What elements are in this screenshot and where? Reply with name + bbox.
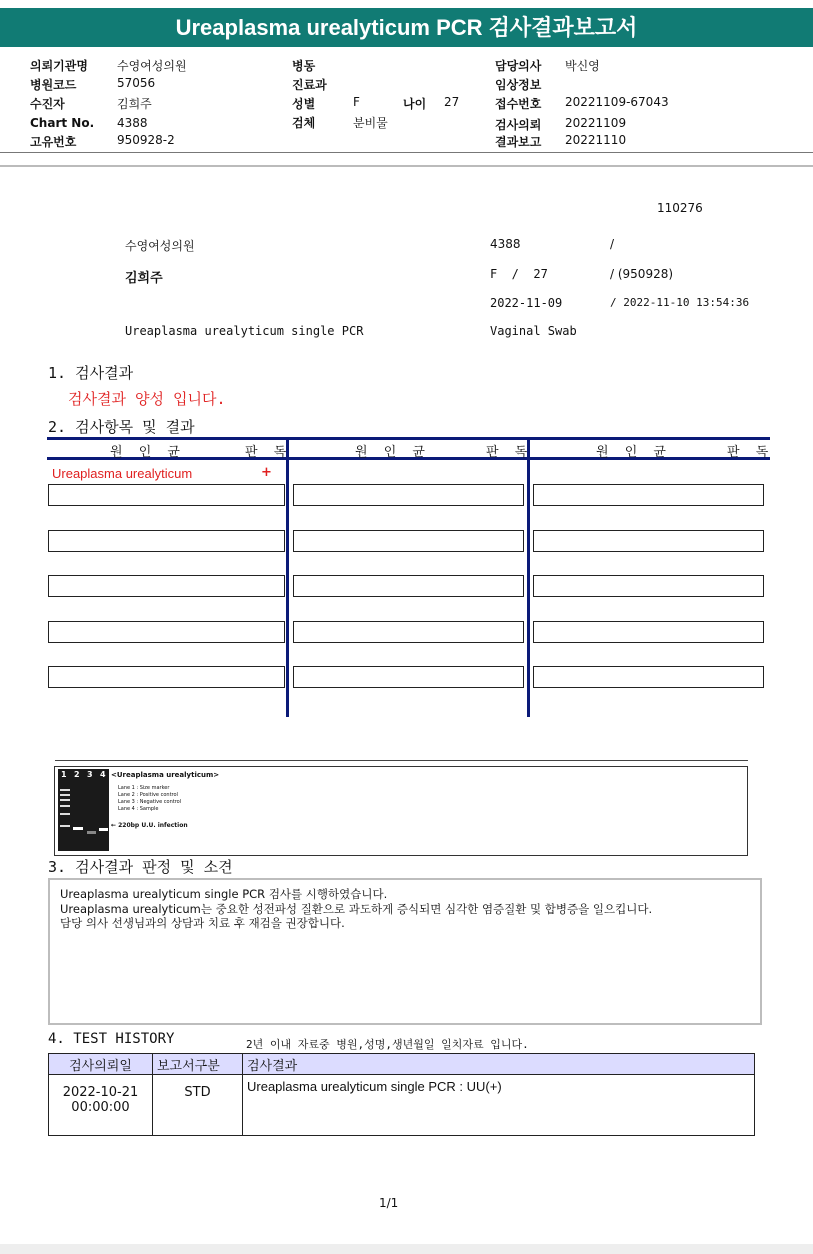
label-patient: 수진자	[30, 97, 65, 111]
history-time: 00:00:00	[71, 1100, 130, 1115]
header-divider-2	[0, 165, 813, 167]
gel-lane-1: 1	[61, 770, 67, 779]
table-row	[49, 1075, 755, 1136]
summary-specimen: Vaginal Swab	[490, 324, 577, 338]
gel-lane-4: 4	[100, 770, 106, 779]
opinion-line: Ureaplasma urealyticum single PCR 검사를 시행하였습니다.	[60, 887, 388, 901]
history-header-result: 검사결과	[243, 1054, 755, 1075]
positive-result: 검사결과 양성 입니다.	[68, 390, 226, 408]
value-age: 27	[444, 95, 460, 109]
label-report-date: 결과보고	[495, 135, 542, 149]
value-chart-no: 4388	[117, 116, 148, 130]
summary-patient: 김희주	[125, 271, 163, 286]
value-receipt-no: 20221109-67043	[565, 95, 669, 109]
result-box	[48, 621, 285, 643]
col-header-organism-3: 원 인 균	[596, 445, 672, 460]
opinion-line: Ureaplasma urealyticum는 중요한 성전파성 질환으로 과도하게 증식되면 심각한 염증질환 및 합병증을 일으킵니다.	[60, 901, 653, 916]
history-date: 2022-10-21	[62, 1085, 139, 1100]
gel-image	[58, 769, 109, 851]
gel-lane-3: 3	[87, 770, 93, 779]
section3-title: 3. 검사결과 판정 및 소견	[48, 858, 233, 876]
label-sex: 성별	[292, 97, 316, 111]
gel-band	[60, 799, 70, 801]
label-ward: 병동	[292, 59, 316, 73]
gel-legend-3: Lane 3 : Negative control	[118, 799, 182, 805]
summary-slash: /	[610, 237, 615, 251]
gel-legend-2: Lane 2 : Positive control	[118, 792, 178, 798]
section4-title: 4. TEST HISTORY	[48, 1031, 175, 1047]
table-col-divider-2	[527, 437, 530, 717]
label-specimen: 검체	[292, 116, 316, 130]
value-report-date: 20221110	[565, 133, 627, 147]
page-number: 1/1	[379, 1196, 399, 1210]
col-header-organism-1: 원 인 균	[110, 445, 186, 460]
gel-band	[60, 805, 70, 807]
gel-band	[73, 827, 83, 830]
value-sex: F	[353, 95, 360, 109]
col-header-judge-1: 판 독	[245, 445, 293, 460]
gel-band	[60, 794, 70, 796]
result-box	[293, 666, 524, 688]
summary-birth: / (950928)	[610, 267, 674, 281]
value-clinic: 수영여성의원	[117, 59, 187, 73]
history-note: 2년 이내 자료중 병원,성명,생년월일 일치자료 입니다.	[246, 1038, 529, 1051]
opinion-box	[48, 878, 762, 1025]
summary-request-date: 2022-11-09	[490, 296, 563, 310]
gel-divider	[55, 760, 748, 761]
col-header-organism-2: 원 인 균	[355, 445, 431, 460]
result-box	[293, 530, 524, 552]
history-type: STD	[184, 1085, 211, 1100]
report-code: 110276	[657, 201, 703, 215]
opinion-line: 담당 의사 선생님과의 상담과 치료 후 재검을 권장합니다.	[60, 916, 345, 930]
summary-test-name: Ureaplasma urealyticum single PCR	[125, 324, 364, 338]
result-box	[48, 530, 285, 552]
result-box	[533, 666, 764, 688]
label-receipt-no: 접수번호	[495, 97, 542, 111]
value-hospital-code: 57056	[117, 76, 156, 90]
gel-legend-1: Lane 1 : Size marker	[118, 785, 170, 791]
label-unique-no: 고유번호	[30, 135, 77, 149]
result-box	[533, 575, 764, 597]
value-patient: 김희주	[117, 97, 152, 111]
history-header-type: 보고서구분	[153, 1054, 243, 1075]
summary-clinic: 수영여성의원	[125, 239, 195, 253]
gel-band	[87, 831, 96, 834]
result-box	[533, 621, 764, 643]
result-box	[293, 621, 524, 643]
result-box	[293, 484, 524, 506]
gel-legend-4: Lane 4 : Sample	[118, 806, 159, 812]
value-doctor: 박신영	[565, 59, 600, 73]
history-result: Ureaplasma urealyticum single PCR : UU(+)	[243, 1075, 755, 1136]
report-title: Ureaplasma urealyticum PCR 검사결과보고서	[0, 8, 813, 47]
result-box	[533, 484, 764, 506]
label-doctor: 담당의사	[495, 59, 542, 73]
gel-band	[60, 813, 70, 815]
section1-title: 1. 검사결과	[48, 364, 134, 382]
value-unique-no: 950928-2	[117, 133, 175, 147]
label-clinic: 의뢰기관명	[30, 59, 88, 73]
gel-band-label: ← 220bp U.U. infection	[111, 822, 188, 829]
label-age: 나이	[403, 97, 427, 111]
label-hospital-code: 병원코드	[30, 78, 77, 92]
col-header-judge-2: 판 독	[486, 445, 534, 460]
history-type-cell	[153, 1075, 243, 1136]
table-top-rule	[47, 437, 770, 440]
history-date-cell	[49, 1075, 153, 1136]
result-box	[48, 575, 285, 597]
col-header-judge-3: 판 독	[727, 445, 775, 460]
organism-judgement: +	[261, 465, 272, 480]
result-box	[293, 575, 524, 597]
result-box	[48, 666, 285, 688]
gel-heading: <Ureaplasma urealyticum>	[111, 771, 220, 779]
label-department: 진료과	[292, 78, 327, 92]
section2-title: 2. 검사항목 및 결과	[48, 418, 195, 436]
summary-report-datetime: / 2022-11-10 13:54:36	[610, 296, 750, 309]
label-request-date: 검사의뢰	[495, 118, 542, 132]
gel-band	[60, 825, 70, 827]
result-box	[48, 484, 285, 506]
gel-band	[99, 828, 108, 831]
label-clinical-info: 임상정보	[495, 78, 542, 92]
label-chart-no: Chart No.	[30, 116, 95, 130]
header-divider	[0, 152, 813, 153]
gel-band	[60, 789, 70, 791]
summary-sex-age: F / 27	[490, 267, 548, 281]
result-box	[533, 530, 764, 552]
history-table	[48, 1053, 755, 1136]
history-header-date: 검사의뢰일	[49, 1054, 153, 1075]
gel-lane-2: 2	[74, 770, 80, 779]
table-col-divider-1	[286, 437, 289, 717]
summary-chart: 4388	[490, 237, 521, 251]
value-specimen: 분비물	[353, 116, 388, 130]
organism-name: Ureaplasma urealyticum	[52, 466, 193, 481]
value-request-date: 20221109	[565, 116, 627, 130]
